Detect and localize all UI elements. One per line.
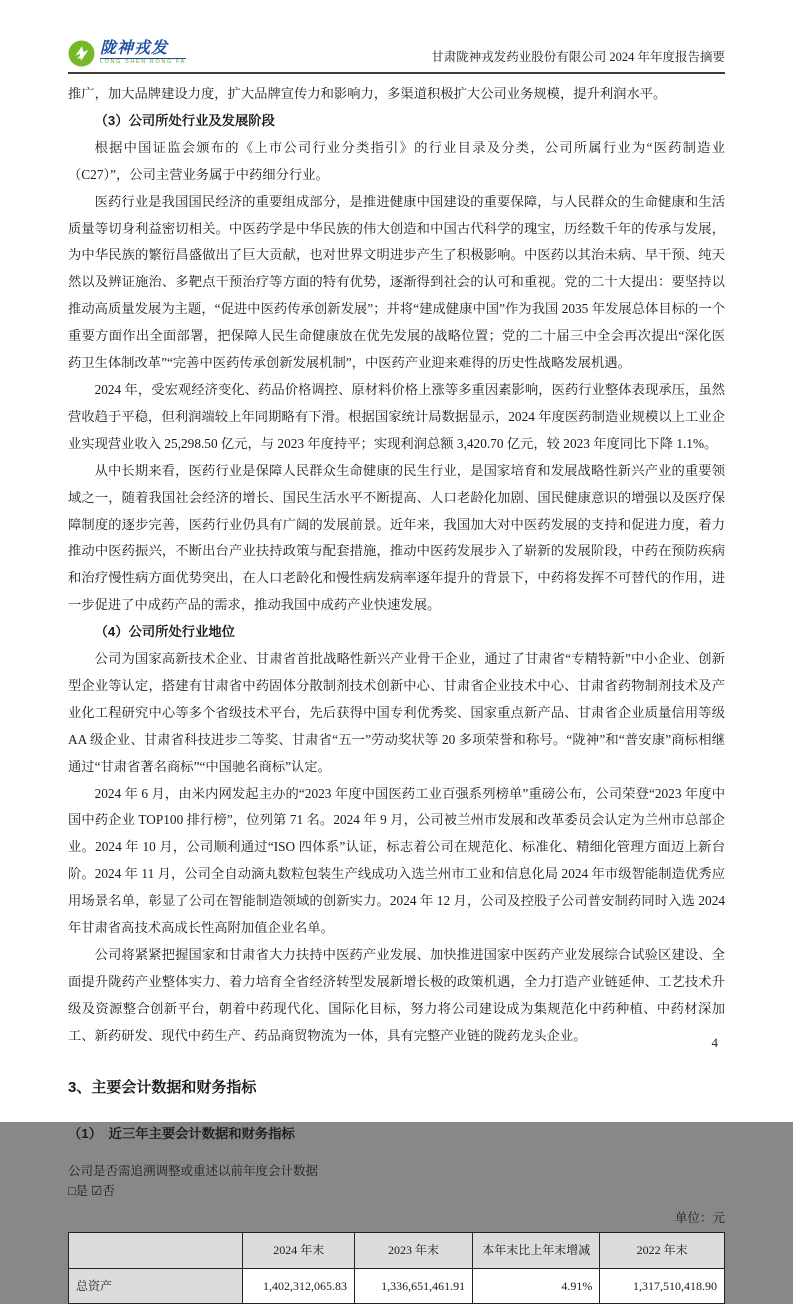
row-label: 总资产 xyxy=(69,1268,243,1304)
paragraph-continuation: 推广，加大品牌建设力度，扩大品牌宣传力和影响力，多渠道积极扩大公司业务规模，提升利润水平。 xyxy=(68,86,667,101)
brand-name-cn: 陇神戎发 xyxy=(100,40,169,58)
heading-section-3: （3）公司所处行业及发展阶段 xyxy=(94,112,275,128)
brand-text xyxy=(100,41,186,66)
col-header-2023: 2023 年末 xyxy=(355,1232,473,1268)
page-header xyxy=(68,0,725,74)
heading-financial-data: 3、主要会计数据和财务指标 xyxy=(68,1078,257,1096)
unit-note: 单位：元 xyxy=(674,1210,725,1225)
paragraph: 2024 年，受宏观经济变化、药品价格调控、原材料价格上涨等多重因素影响，医药行业整体表现承压，虽然营收趋于平稳，但利润端较上年同期略有下滑。根据国家统计局数据显示，2024 年度医药制造业规模以上工业企业实现营业收入 25,298.50 亿元，与 2023 年度持平；实现利润总额 3,420.70 亿元，较 2023 年度同比下降 1.1%。 xyxy=(68,381,725,451)
value-2022: 1,317,510,418.90 xyxy=(600,1268,725,1304)
col-header-2022: 2022 年末 xyxy=(600,1232,725,1268)
brand-name-en: LONG SHEN RONG FA xyxy=(100,59,186,66)
value-change: 4.91% xyxy=(473,1268,600,1304)
paragraph: 从中长期来看，医药行业是保障人民群众生命健康的民生行业，是国家培育和发展战略性新兴产业的重要领域之一，随着我国社会经济的增长、国民生活水平不断提高、人口老龄化加剧、国民健康意识的增强以及医疗保障制度的逐步完善，医药行业仍具有广阔的发展前景。近年来，我国加大对中医药发展的支持和促进力度，着力推动中医药振兴，不断出台产业扶持政策与配套措施，推动中医药发展步入了崭新的发展阶段，中药在预防疾病和治疗慢性病方面优势突出，在人口老龄化和慢性病发病率逐年提升的背景下，中药将发挥不可替代的作用，进一步促进了中成药产品的需求，推动我国中成药产业快速发展。 xyxy=(68,462,725,613)
paragraph: 2024 年 6 月，由米内网发起主办的“2023 年度中国医药工业百强系列榜单”重磅公布，公司荣登“2023 年度中国中药企业 TOP100 排行榜”，位列第 71 名。2024 年 9 月，公司被兰州市发展和改革委员会认定为兰州市总部企业。2024 年 10 月，公司顺利通过“ISO 四体系”认证，标志着公司在规范化、标准化、精细化管理方面迈上新台阶。2024 年 11 月，公司全自动滴丸数粒包装生产线成功入选兰州市工业和信息化局 2024 年市级智能制造优秀应用场景名单，彰显了公司在智能制造领域的创新实力。2024 年 12 月，公司及控股子公司普安制药同时入选 2024 年甘肃省高技术高成长性高附加值企业名单。 xyxy=(68,785,725,936)
document-body xyxy=(68,74,725,1304)
paragraph: 公司将紧紧把握国家和甘肃省大力扶持中医药产业发展、加快推进国家中医药产业发展综合试验区建设、全面提升陇药产业整体实力、着力培育全省经济转型发展新增长极的政策机遇，全力打造产业链延伸、工艺技术升级及资源整合创新平台，朝着中药现代化、国际化目标，努力将公司建设成为集规范化中药种植、中药材深加工、新药研发、现代中药生产、药品商贸物流为一体，具有完整产业链的陇药龙头企业。 xyxy=(68,947,725,1043)
restate-question: 公司是否需追溯调整或重述以前年度会计数据 xyxy=(68,1163,319,1178)
heading-section-4: （4）公司所处行业地位 xyxy=(94,624,235,640)
page-number: 4 xyxy=(711,1035,718,1050)
value-2024: 1,402,312,065.83 xyxy=(243,1268,355,1304)
value-2023: 1,336,651,461.91 xyxy=(355,1268,473,1304)
col-header-change: 本年末比上年末增减 xyxy=(473,1232,600,1268)
col-header-2024: 2024 年末 xyxy=(243,1232,355,1268)
heading-financial-sub: （1） 近三年主要会计数据和财务指标 xyxy=(68,1125,295,1141)
logo-icon xyxy=(68,40,95,67)
company-logo xyxy=(68,40,186,67)
table-row-total-assets xyxy=(69,1268,725,1304)
document-title: 甘肃陇神戎发药业股份有限公司 2024 年年度报告摘要 xyxy=(431,50,725,64)
paragraph: 医药行业是我国国民经济的重要组成部分，是推进健康中国建设的重要保障，与人民群众的生命健康和生活质量等切身利益密切相关。中医药学是中华民族的伟大创造和中国古代科学的瑰宝，历经数千年的传承与发展，为中华民族的繁衍昌盛做出了巨大贡献，也对世界文明进步产生了积极影响。中医药以其治未病、早干预、纯天然以及辨证施治、多靶点干预治疗等方面的特有优势，逐渐得到社会的认可和重视。党的二十大提出：要坚持以推动高质量发展为主题，“促进中医药传承创新发展”；并将“建成健康中国”作为我国 2035 年发展总体目标的一个重要方面作出全面部署，把保障人民生命健康放在优先发展的战略位置；党的二十届三中全会再次提出“深化医药卫生体制改革”“完善中医药传承创新发展机制”，中医药产业迎来难得的历史性战略发展机遇。 xyxy=(68,193,725,371)
paragraph: 根据中国证监会颁布的《上市公司行业分类指引》的行业目录及分类，公司所属行业为“医药制造业（C27）”，公司主营业务属于中药细分行业。 xyxy=(68,139,725,182)
table-header-row xyxy=(69,1232,725,1268)
paragraph: 公司为国家高新技术企业、甘肃省首批战略性新兴产业骨干企业，通过了甘肃省“专精特新”中小企业、创新型企业等认定，搭建有甘肃省中药固体分散制剂技术创新中心、甘肃省企业技术中心、甘肃省药物制剂技术及产业化工程研究中心等多个省级技术平台，先后获得中国专利优秀奖、国家重点新产品、甘肃省企业质量信用等级 AA 级企业、甘肃省科技进步二等奖、甘肃省“五一”劳动奖状等 20 多项荣誉和称号。“陇神”和“普安康”商标相继通过“甘肃省著名商标”“中国驰名商标”认定。 xyxy=(68,651,725,774)
restate-checkboxes: □是 ☑否 xyxy=(68,1183,115,1198)
col-header-blank xyxy=(69,1232,243,1268)
financial-table xyxy=(68,1232,725,1304)
